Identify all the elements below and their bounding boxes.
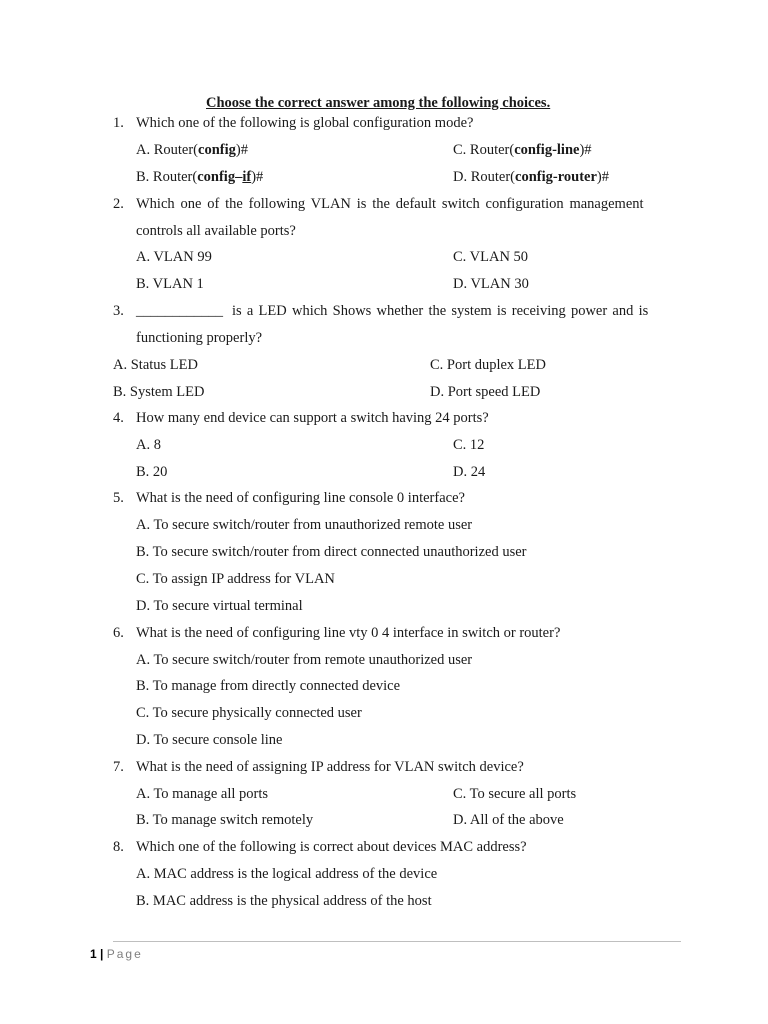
question-5-number: 5. — [113, 490, 124, 506]
q6-option-d: D. To secure console line — [136, 732, 283, 748]
question-8-text: Which one of the following is correct about devices MAC address? — [136, 839, 527, 855]
footer-divider — [113, 941, 681, 942]
q1-option-c: C. Router(config-line)# — [453, 142, 592, 158]
q7-option-c: C. To secure all ports — [453, 786, 577, 802]
q7-option-a: A. To manage all ports — [136, 786, 269, 802]
footer-separator: | — [96, 947, 107, 961]
q6-option-c: C. To secure physically connected user — [136, 705, 362, 721]
q3-option-a: A. Status LED — [113, 357, 198, 373]
quiz-title: Choose the correct answer among the following choices. — [206, 95, 551, 111]
q4-option-c: C. 12 — [453, 437, 485, 453]
question-3-number: 3. — [113, 303, 124, 319]
q3-option-c: C. Port duplex LED — [430, 357, 546, 373]
question-4-text: How many end device can support a switch having 24 ports? — [136, 410, 489, 426]
q4-option-b: B. 20 — [136, 464, 168, 480]
q2-option-d: D. VLAN 30 — [453, 276, 529, 292]
q1-option-b: B. Router(config–if)# — [136, 169, 264, 185]
q4-option-a: A. 8 — [136, 437, 161, 453]
question-6-number: 6. — [113, 625, 124, 641]
q1-option-d: D. Router(config-router)# — [453, 169, 609, 185]
q1-option-a: A. Router(config)# — [136, 142, 248, 158]
q3-option-b: B. System LED — [113, 384, 205, 400]
question-3-text-line2: functioning properly? — [136, 330, 263, 346]
question-2-text-line2: controls all available ports? — [136, 223, 296, 239]
q2-option-a: A. VLAN 99 — [136, 249, 212, 265]
q7-option-d: D. All of the above — [453, 812, 564, 828]
q5-option-b: B. To secure switch/router from direct connected unauthorized user — [136, 544, 527, 560]
page-label: Page — [106, 947, 143, 961]
page-footer — [90, 946, 143, 962]
q5-option-d: D. To secure virtual terminal — [136, 598, 303, 614]
question-5-text: What is the need of configuring line console 0 interface? — [136, 490, 465, 506]
question-7-number: 7. — [113, 759, 124, 775]
q5-option-c: C. To assign IP address for VLAN — [136, 571, 335, 587]
question-1-number: 1. — [113, 115, 124, 131]
q4-option-d: D. 24 — [453, 464, 486, 480]
question-6-text: What is the need of configuring line vty 0 4 interface in switch or router? — [136, 625, 561, 641]
question-2-text-line1: Which one of the following VLAN is the default switch configuration management — [136, 196, 644, 212]
page-number: 1 — [90, 947, 97, 961]
question-1-text: Which one of the following is global configuration mode? — [136, 115, 474, 131]
question-4-number: 4. — [113, 410, 124, 426]
q2-option-c: C. VLAN 50 — [453, 249, 529, 265]
q7-option-b: B. To manage switch remotely — [136, 812, 314, 828]
q8-option-b: B. MAC address is the physical address of the host — [136, 893, 432, 909]
q6-option-a: A. To secure switch/router from remote unauthorized user — [136, 652, 473, 668]
question-8-number: 8. — [113, 839, 124, 855]
question-3-text-line1: is a LED which Shows whether the system is receiving power and is — [232, 303, 649, 319]
q6-option-b: B. To manage from directly connected device — [136, 678, 401, 694]
question-2-number: 2. — [113, 196, 124, 212]
q2-option-b: B. VLAN 1 — [136, 276, 204, 292]
q3-option-d: D. Port speed LED — [430, 384, 541, 400]
q5-option-a: A. To secure switch/router from unauthorized remote user — [136, 517, 473, 533]
question-3-blank: ____________ — [136, 303, 223, 319]
question-7-text: What is the need of assigning IP address for VLAN switch device? — [136, 759, 524, 775]
q8-option-a: A. MAC address is the logical address of the device — [136, 866, 438, 882]
